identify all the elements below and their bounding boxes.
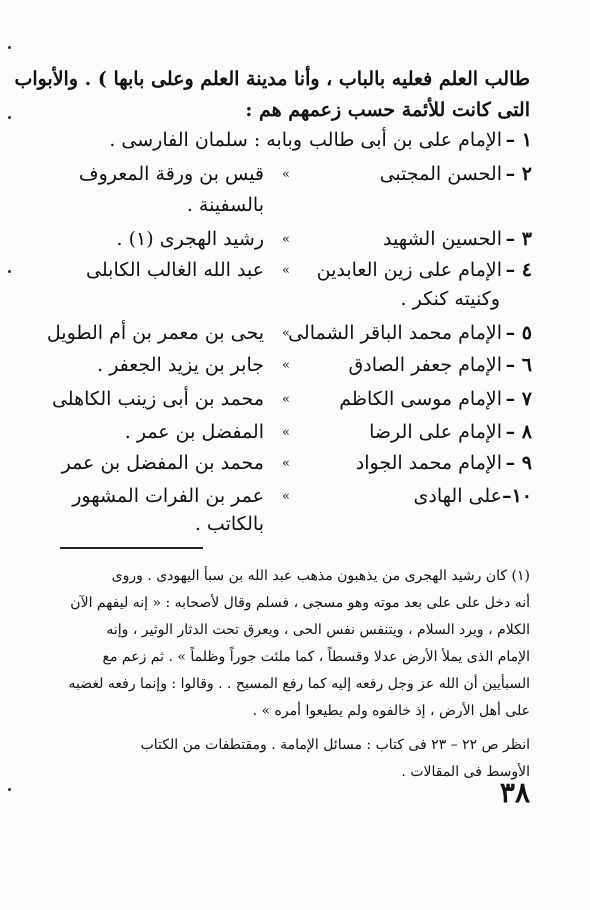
imam-name: الإمام على الرضا — [369, 421, 502, 443]
list-item — [52, 421, 532, 451]
imam-name: الإمام جعفر الصادق — [348, 354, 502, 376]
gate-name: قيس بن ورقة المعروف — [78, 163, 264, 185]
gate-continuation: بالكاتب . — [194, 513, 264, 535]
footnote-line: الإمام الذى يملأ الأرض عدلا وقسطاً ، كما ملئت جوراً وظلماً » . ثم زعم مع — [102, 649, 530, 665]
list-item — [46, 322, 532, 352]
gate-name: محمد بن المفضل بن عمر — [61, 452, 264, 474]
list-item — [52, 354, 532, 384]
entry-number: ٤ – — [505, 259, 532, 281]
imam-name: الإمام موسى الكاظم — [339, 388, 502, 410]
intro-line-2: التى كانت للأئمة حسب زعمهم هم : — [245, 99, 530, 121]
entry-number: ٥ – — [505, 322, 532, 344]
ditto-mark: » — [282, 232, 290, 247]
list-item — [52, 452, 532, 482]
scan-speck — [8, 46, 11, 49]
intro-line-1: طالب العلم فعليه بالباب ، وأنا مدينة العلم وعلى بابها ) . والأبواب — [14, 68, 530, 90]
ditto-mark: » — [282, 263, 290, 278]
gate-name: عبد الله الغالب الكابلى — [86, 259, 264, 281]
ditto-mark: » — [282, 392, 290, 407]
gate-name: عمر بن الفرات المشهور — [72, 485, 264, 507]
gate-name: جابر بن يزيد الجعفر . — [97, 354, 264, 376]
imam-name: الإمام على زين العابدين — [316, 259, 502, 281]
footnote-line: أنه دخل على على بعد موته وهو مسجى ، فسلم وقال لأصحابه : « إنه ليفهم الآن — [70, 595, 530, 611]
ditto-mark: » — [282, 326, 290, 341]
footnote-line: السبأيين أن الله عز وجل رفعه إليه كما رفع المسيح . . وقالوا : وإنما رفعه لغضبه — [68, 676, 530, 692]
imam-name: على الهادى — [413, 485, 502, 507]
ditto-mark: » — [282, 167, 290, 182]
list-item — [52, 129, 532, 159]
scan-speck — [8, 116, 11, 119]
imam-name: الإمام محمد الباقر الشمالى — [288, 322, 502, 344]
entry-number: ٣ – — [505, 228, 532, 250]
imam-name: الحسن المجتبى — [379, 163, 502, 185]
gate-name: يحى بن معمر بن أم الطويل — [46, 322, 264, 344]
entry-number: ١٠– — [502, 485, 532, 507]
scan-speck — [8, 788, 11, 791]
list-item — [52, 485, 532, 515]
entry-number: ٨ – — [505, 421, 532, 443]
imam-name: الإمام محمد الجواد — [355, 452, 502, 474]
footnote-line: الكلام ، ويرد السلام ، ويتنفس نفس الحى ، ويعرق تحت الدثار الوثير ، وإنه — [106, 622, 530, 638]
gate-name: محمد بن أبى زينب الكاهلى — [51, 388, 264, 410]
gate-continuation: بالسفينة . — [186, 194, 264, 216]
gate-name: رشيد الهجرى (١) . — [116, 228, 264, 250]
footnote-line: على أهل الأرض ، إذ خالفوه ولم يطيعوا أمره » . — [252, 703, 530, 719]
gate-name: المفضل بن عمر . — [124, 421, 264, 443]
entry-number: ١ – — [505, 129, 532, 151]
imam-name: الإمام على بن أبى طالب — [309, 129, 502, 151]
ditto-mark: » — [282, 456, 290, 471]
ditto-mark: » — [282, 358, 290, 373]
scan-speck — [8, 270, 11, 273]
ditto-mark: » — [282, 425, 290, 440]
footnote-reference: الأوسط فى المقالات . — [401, 764, 530, 780]
list-item — [52, 228, 532, 258]
ditto-mark: » — [282, 489, 290, 504]
entry-number: ٢ – — [505, 163, 532, 185]
list-item — [52, 388, 532, 418]
page-number: ٣٨ — [499, 776, 530, 809]
list-item — [52, 259, 532, 289]
footnote-reference: انظر ص ٢٢ – ٢٣ فى كتاب : مسائل الإمامة . ومقتطفات من الكتاب — [140, 737, 530, 753]
list-item — [52, 163, 532, 193]
gate-name: وبابه : سلمان الفارسى . — [109, 129, 302, 151]
entry-number: ٦ – — [505, 354, 532, 376]
imam-name: الحسين الشهيد — [382, 228, 502, 250]
entry-number: ٩ – — [505, 452, 532, 474]
footnote-separator — [60, 547, 203, 549]
entry-number: ٧ – — [505, 388, 532, 410]
imam-continuation: وكنيته كنكر . — [400, 288, 500, 310]
footnote-line: (١) كان رشيد الهجرى من يذهبون مذهب عبد الله بن سبأ اليهودى . وروى — [111, 568, 530, 584]
